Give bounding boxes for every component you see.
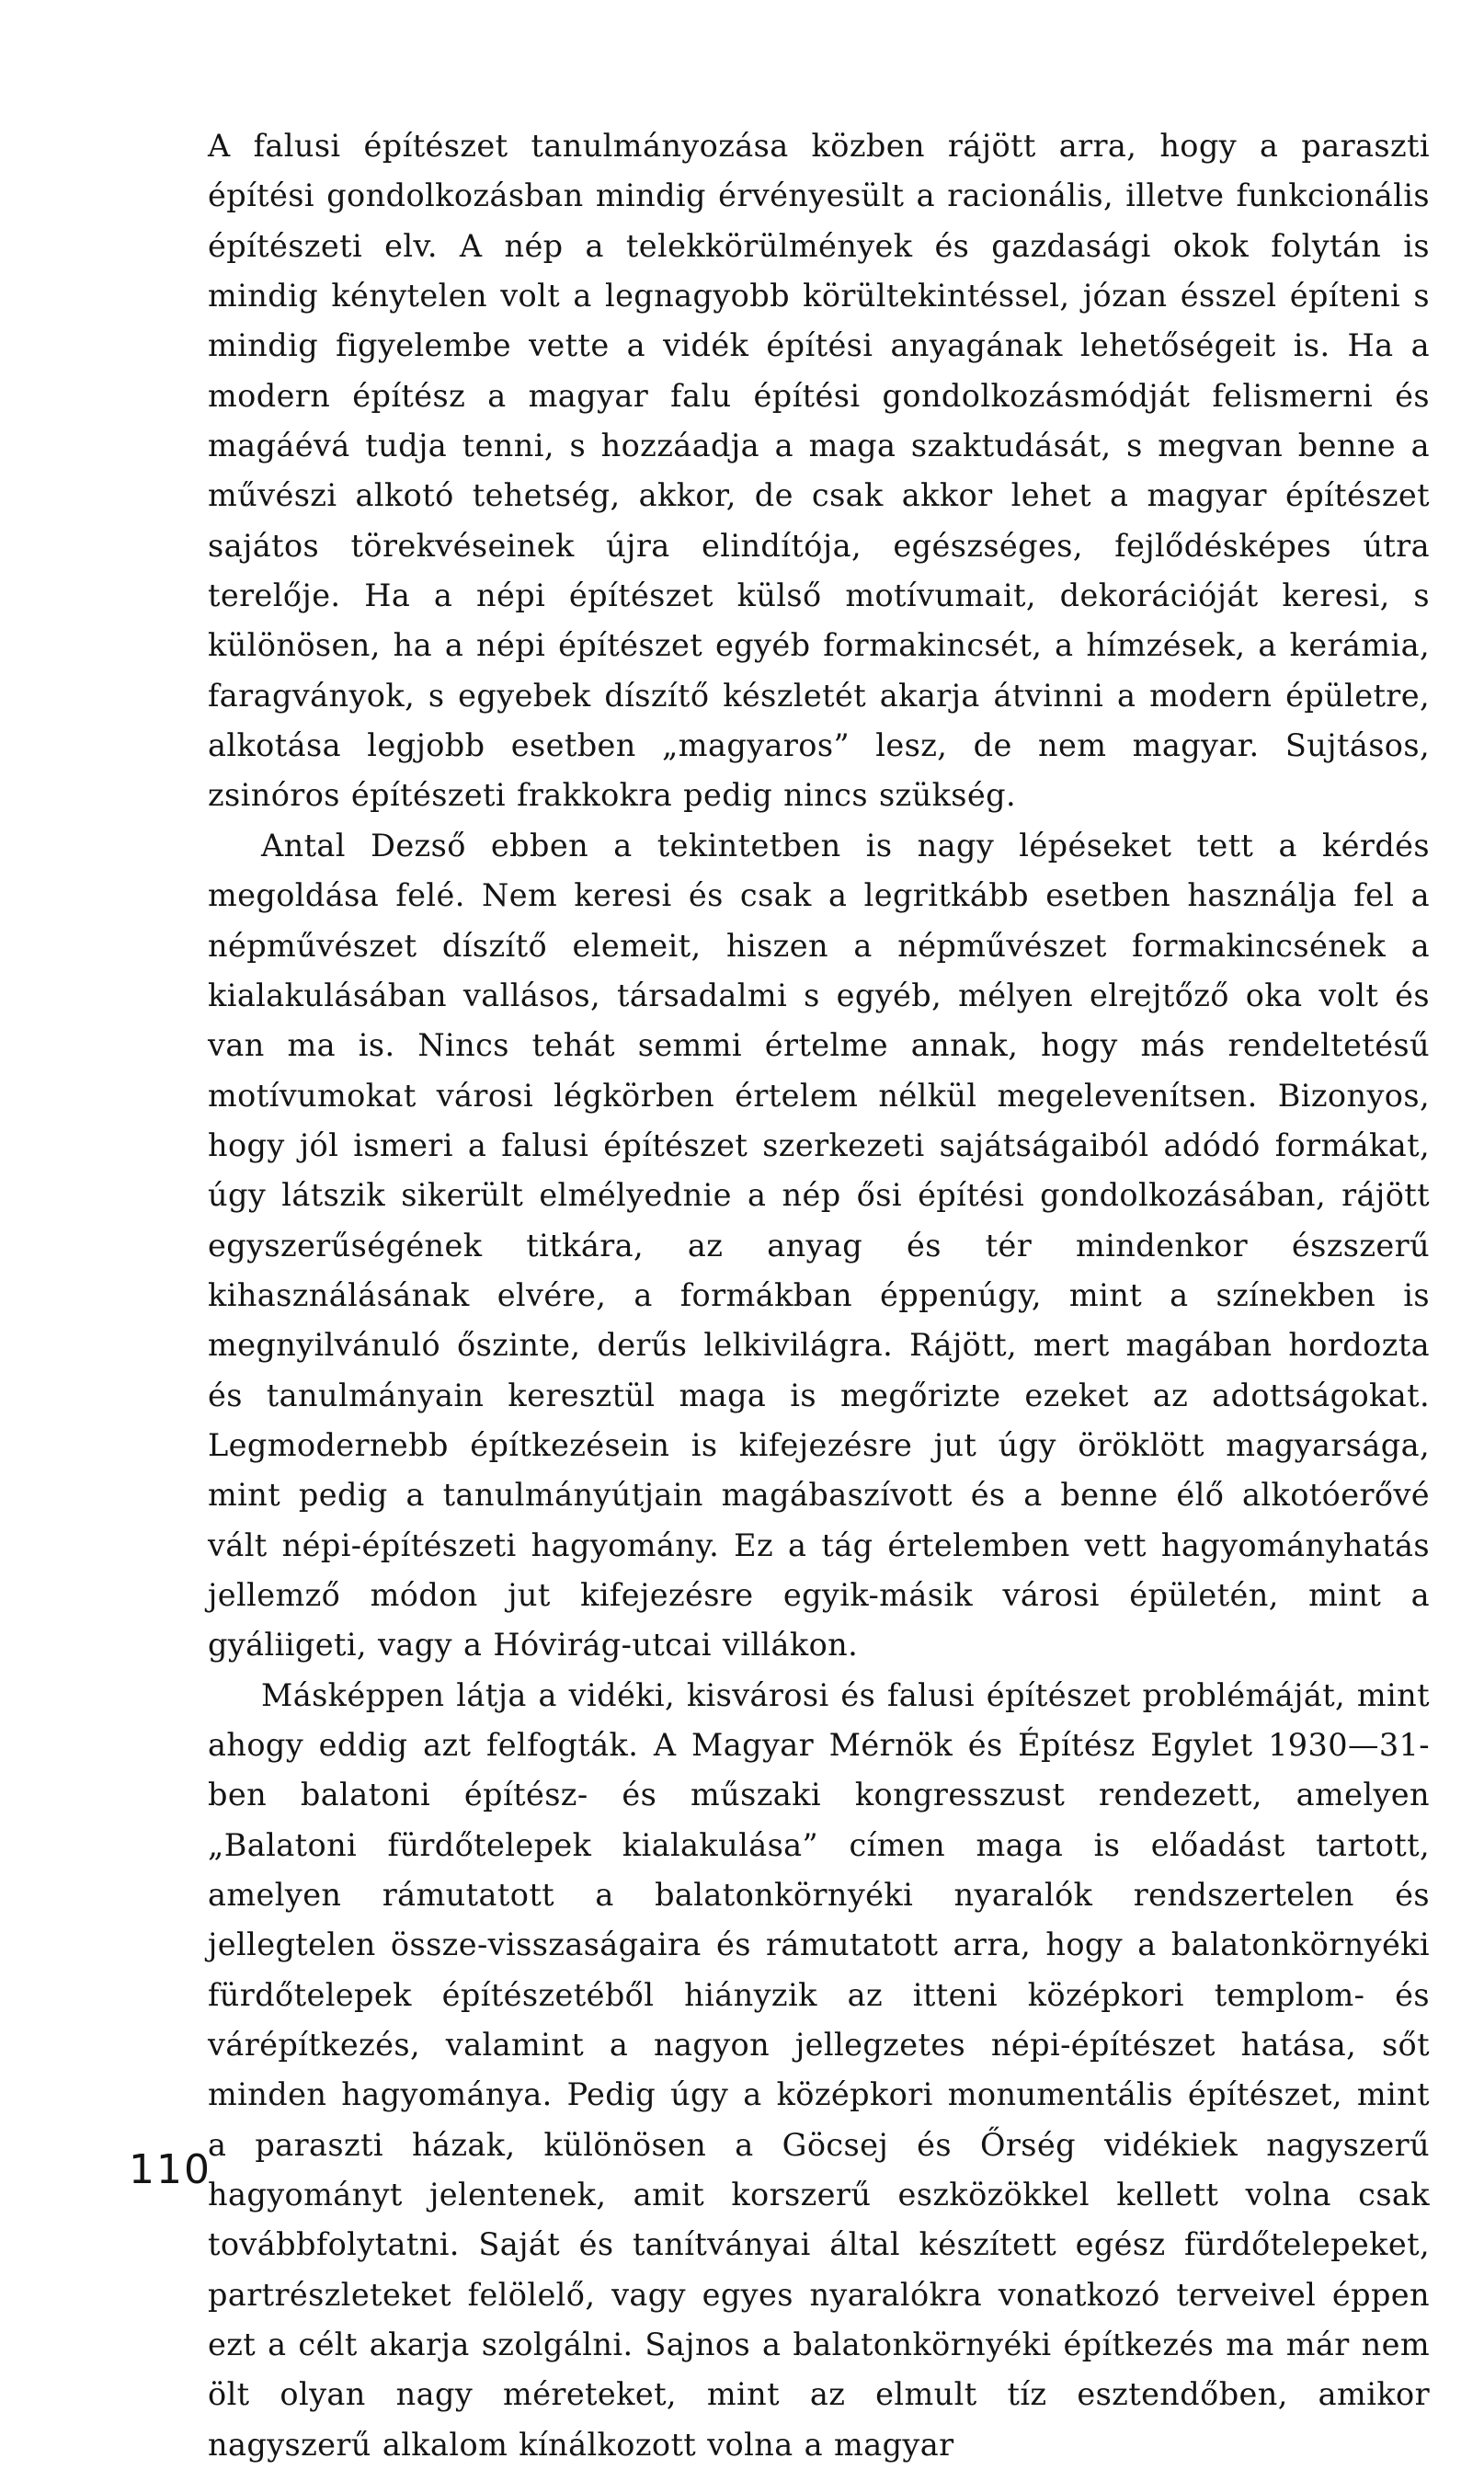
- page-number: 110: [129, 2146, 211, 2193]
- paragraph-1: A falusi építészet tanulmányozása közben rájött arra, hogy a paraszti építési gondolkozásban mindig érvényesült a racionális, illetve funkcionális építészeti elv. A nép a telekkörülmények és gazdasági okok folytán is mindig kénytelen volt a legnagyobb körültekintéssel, józan ésszel építeni s mindig figyelembe vette a vidék építési anyagának lehetőségeit is. Ha a modern építész a magyar falu építési gondolkozásmódját felismerni és magáévá tudja tenni, s hozzáadja a maga szaktudását, s megvan benne a művészi alkotó tehetség, akkor, de csak akkor lehet a magyar építészet sajátos törekvéseinek újra elindítója, egészséges, fejlődésképes útra terelője. Ha a népi építészet külső motívumait, dekorációját keresi, s különösen, ha a népi építészet egyéb formakincsét, a hímzések, a kerámia, faragványok, s egyebek díszítő készletét akarja átvinni a modern épületre, alkotása legjobb esetben „magyaros” lesz, de nem magyar. Sujtásos, zsinóros építészeti frakkokra pedig nincs szükség.: [208, 128, 1430, 814]
- paragraph-3: Másképpen látja a vidéki, kisvárosi és falusi építészet problémáját, mint ahogy eddig azt felfogták. A Magyar Mérnök és Építész Egylet 1930—31-ben balatoni építész- és műszaki kongresszust rendezett, amelyen „Balatoni fürdőtelepek kialakulása” címen maga is előadást tartott, amelyen rámutatott a balatonkörnyéki nyaralók rendszertelen és jellegtelen össze-visszaságaira és rámutatott arra, hogy a balatonkörnyéki fürdőtelepek építészetéből hiányzik az itteni középkori templom- és várépítkezés, valamint a nagyon jellegzetes népi-építészet hatása, sőt minden hagyománya. Pedig úgy a középkori monumentális építészet, mint a paraszti házak, különösen a Göcsej és Őrség vidékiek nagyszerű hagyományt jelentenek, amit korszerű eszközökkel kellett volna csak továbbfolytatni. Saját és tanítványai által készített egész fürdőtelepeket, partrészleteket felölelő, vagy egyes nyaralókra vonatkozó terveivel éppen ezt a célt akarja szolgálni. Sajnos a balatonkörnyéki építkezés ma már nem ölt olyan nagy méreteket, mint az elmult tíz esztendőben, amikor nagyszerű alkalom kínálkozott volna a magyar: [208, 1676, 1430, 2463]
- body-text: [208, 121, 1430, 2470]
- paragraph-2: Antal Dezső ebben a tekintetben is nagy lépéseket tett a kérdés megoldása felé. Nem keresi és csak a legritkább esetben használja fel a népművészet díszítő elemeit, hiszen a népművészet formakincsének a kialakulásában vallásos, társadalmi s egyéb, mélyen elrejtőző oka volt és van ma is. Nincs tehát semmi értelme annak, hogy más rendeltetésű motívumokat városi légkörben értelem nélkül megelevenítsen. Bizonyos, hogy jól ismeri a falusi építészet szerkezeti sajátságaiból adódó formákat, úgy látszik sikerült elmélyednie a nép ősi építési gondolkozásában, rájött egyszerűségének titkára, az anyag és tér mindenkor észszerű kihasználásának elvére, a formákban éppenúgy, mint a színekben is megnyilvánuló őszinte, derűs lelkivilágra. Rájött, mert magában hordozta és tanulmányain keresztül maga is megőrizte ezeket az adottságokat. Legmodernebb építkezésein is kifejezésre jut úgy öröklött magyarsága, mint pedig a tanulmányútjain magábaszívott és a benne élő alkotóerővé vált népi-építészeti hagyomány. Ez a tág értelemben vett hagyományhatás jellemző módon jut kifejezésre egyik-másik városi épületén, mint a gyáliigeti, vagy a Hóvirág-utcai villákon.: [208, 827, 1430, 1664]
